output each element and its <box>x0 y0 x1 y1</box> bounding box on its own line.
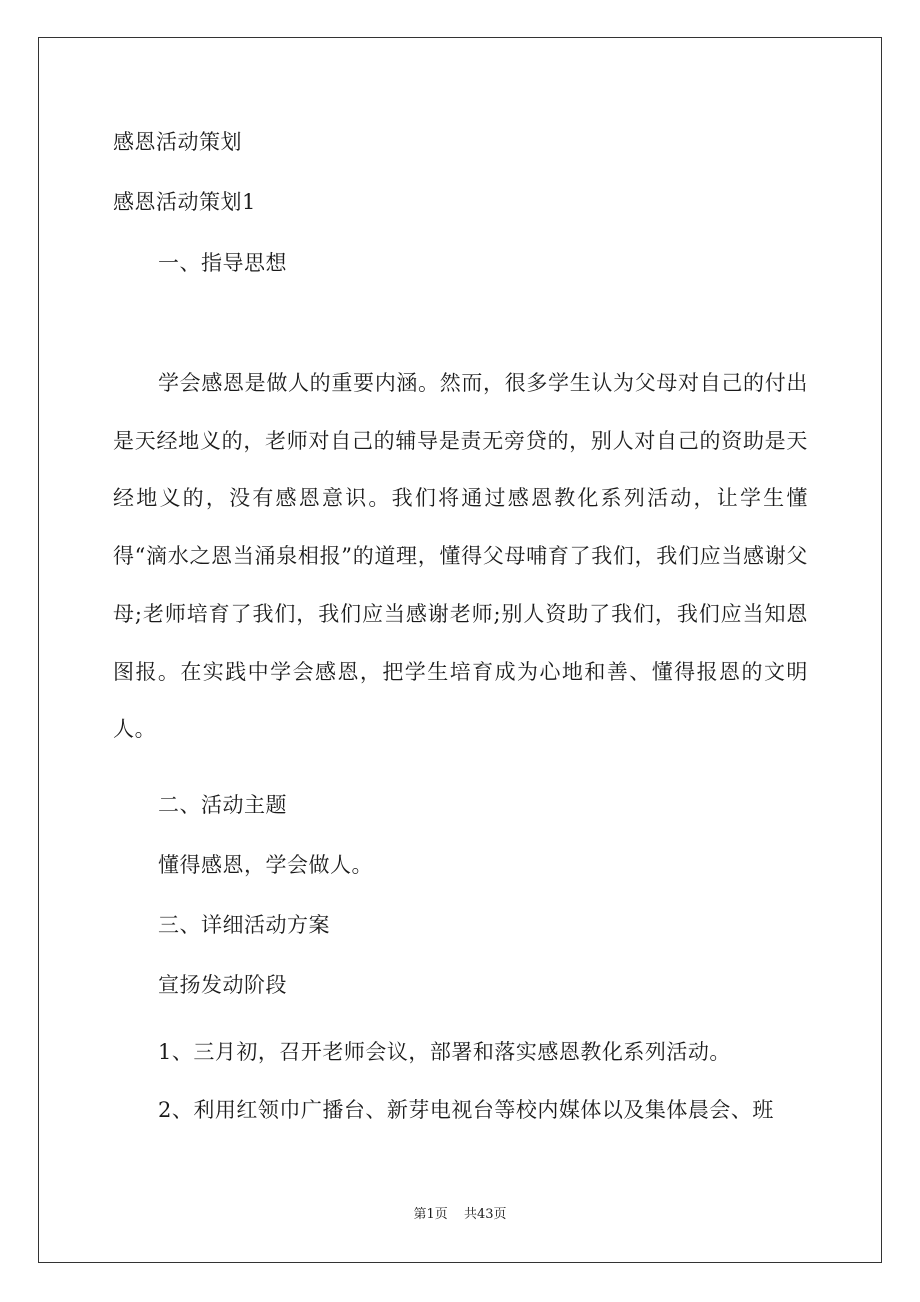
page-number: 第1页 <box>413 1207 448 1222</box>
total-pages: 共43页 <box>463 1207 507 1222</box>
document-title: 感恩活动策划 <box>113 130 242 154</box>
plan-item-1: 1、三月初，召开老师会议，部署和落实感恩教化系列活动。 <box>158 1040 731 1064</box>
section-heading-plan: 三、详细活动方案 <box>158 913 330 937</box>
page-footer <box>0 1207 920 1223</box>
section-heading-guiding-ideology: 一、指导思想 <box>158 251 287 275</box>
plan-item-2: 2、利用红领巾广播台、新芽电视台等校内媒体以及集体晨会、班 <box>158 1098 774 1122</box>
section-heading-theme: 二、活动主题 <box>158 793 287 817</box>
theme-text: 懂得感恩，学会做人。 <box>158 853 373 877</box>
section-paragraph-guiding-ideology: 学会感恩是做人的重要内涵。然而，很多学生认为父母对自己的付出是天经地义的，老师对自己的辅导是责无旁贷的，别人对自己的资助是天经地义的，没有感恩意识。我们将通过感恩教化系列活动，让学生懂得“滴水之恩当涌泉相报”的道理，懂得父母哺育了我们，我们应当感谢父母;老师培育了我们，我们应当感谢老师;别人资助了我们，我们应当知恩图报。在实践中学会感恩，把学生培育成为心地和善、懂得报恩的文明人。 <box>113 371 808 742</box>
phase-heading: 宣扬发动阶段 <box>158 973 287 997</box>
document-subtitle: 感恩活动策划1 <box>113 190 256 214</box>
